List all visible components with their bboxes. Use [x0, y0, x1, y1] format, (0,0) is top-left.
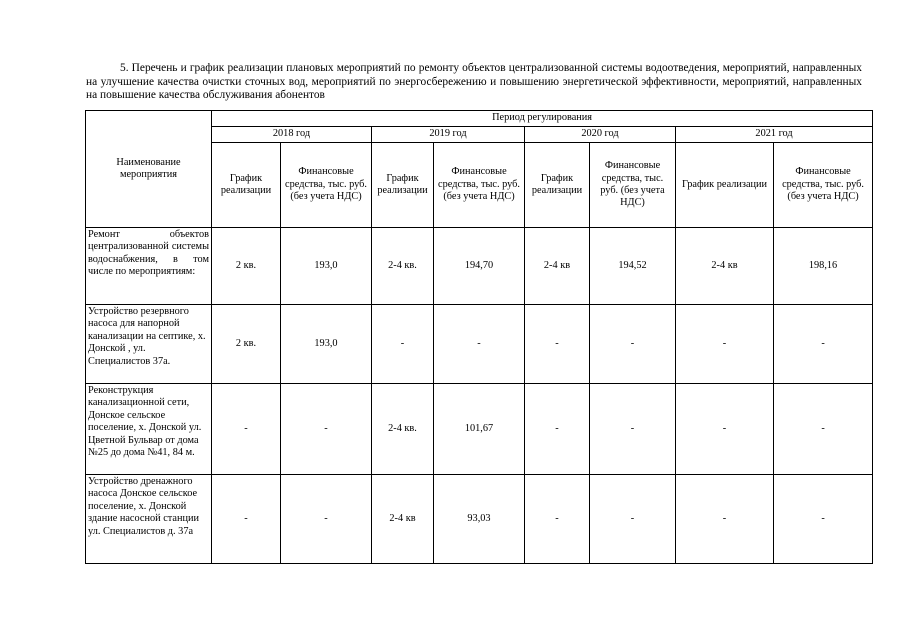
table-cell: - — [281, 384, 372, 475]
table-row — [86, 475, 873, 564]
table-cell: - — [774, 475, 873, 564]
finance-header: Финансовые средства, тыс. руб. (без учета НДС) — [281, 143, 372, 228]
table-cell: - — [525, 475, 590, 564]
header-row-period — [86, 111, 873, 127]
table-cell: - — [676, 384, 774, 475]
table-cell: 101,67 — [434, 384, 525, 475]
table-cell: 198,16 — [774, 228, 873, 305]
table-cell: - — [212, 384, 281, 475]
table-cell: - — [590, 384, 676, 475]
table-cell: - — [676, 305, 774, 384]
measure-name: Устройство дренажного насоса Донское сельское поселение, х. Донской здание насосной станции ул. Специалистов д. 37а — [86, 475, 212, 564]
measure-name: Реконструкция канализационной сети, Донское сельское поселение, х. Донской ул. Цветной Бульвар от дома №25 до дома №41, 84 м. — [86, 384, 212, 475]
period-header: Период регулирования — [212, 111, 873, 127]
table-cell: - — [774, 384, 873, 475]
table-cell: 194,70 — [434, 228, 525, 305]
table-cell: 2-4 кв. — [372, 228, 434, 305]
finance-header: Финансовые средства, тыс. руб. (без учета НДС) — [434, 143, 525, 228]
table-cell: - — [525, 305, 590, 384]
table-cell: - — [281, 475, 372, 564]
table-cell: - — [676, 475, 774, 564]
table-row — [86, 305, 873, 384]
table-cell: - — [590, 305, 676, 384]
measure-name: Устройство резервного насоса для напорной канализации на септике, х. Донской , ул. Специалистов 37а. — [86, 305, 212, 384]
table-cell: 2 кв. — [212, 228, 281, 305]
year-header-2019: 2019 год — [372, 127, 525, 143]
schedule-header: График реализации — [676, 143, 774, 228]
year-header-2018: 2018 год — [212, 127, 372, 143]
finance-header: Финансовые средства, тыс. руб. (без учета НДС) — [590, 143, 676, 228]
measure-name: Ремонт объектов централизованной системы водоснабжения, в том числе по мероприятиям: — [86, 228, 212, 305]
year-header-2021: 2021 год — [676, 127, 873, 143]
table-cell: - — [774, 305, 873, 384]
section-heading: 5. Перечень и график реализации плановых мероприятий по ремонту объектов централизованной системы водоотведения, мероприятий, направленных на улучшение качества очистки сточных вод, мероприятий по энергосбережению и повышению энергетической эффективности, мероприятий, направленных на повышение качества обслуживания абонентов — [86, 62, 862, 102]
table-cell: 2-4 кв. — [372, 384, 434, 475]
table-cell: - — [525, 384, 590, 475]
finance-header: Финансовые средства, тыс. руб. (без учета НДС) — [774, 143, 873, 228]
schedule-header: График реализации — [525, 143, 590, 228]
table-cell: - — [590, 475, 676, 564]
name-column-header: Наименование мероприятия — [86, 111, 212, 228]
table-cell: - — [434, 305, 525, 384]
table-cell: 193,0 — [281, 305, 372, 384]
measures-table — [85, 110, 873, 564]
table-row — [86, 384, 873, 475]
table-cell: 2 кв. — [212, 305, 281, 384]
table-cell: 194,52 — [590, 228, 676, 305]
table-row — [86, 228, 873, 305]
table-cell: 2-4 кв — [525, 228, 590, 305]
schedule-header: График реализации — [212, 143, 281, 228]
table-cell: 193,0 — [281, 228, 372, 305]
schedule-header: График реализации — [372, 143, 434, 228]
table-cell: 2-4 кв — [372, 475, 434, 564]
table-cell: 93,03 — [434, 475, 525, 564]
year-header-2020: 2020 год — [525, 127, 676, 143]
table-cell: - — [212, 475, 281, 564]
table-cell: 2-4 кв — [676, 228, 774, 305]
table-cell: - — [372, 305, 434, 384]
